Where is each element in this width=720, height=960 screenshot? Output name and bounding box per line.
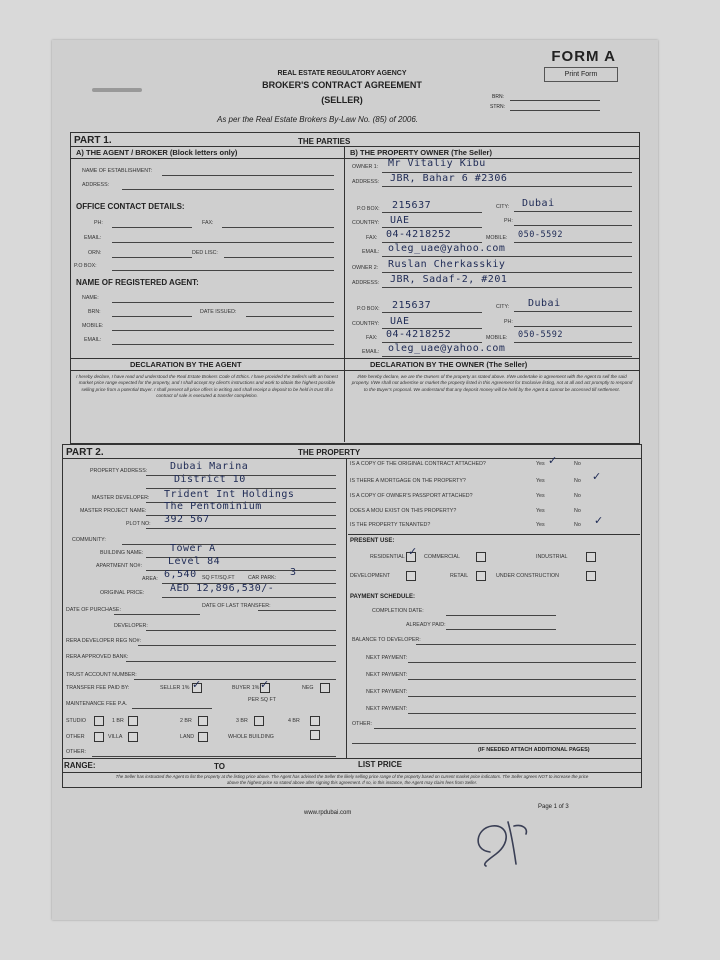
owner1-city-label: CITY: — [496, 204, 510, 210]
building-label: BUILDING NAME: — [100, 550, 144, 556]
owner2-email-label: EMAIL: — [362, 349, 380, 355]
q1-yes[interactable]: Yes — [536, 461, 545, 467]
q5-no[interactable]: No — [574, 522, 581, 528]
q-tenanted: IS THE PROPERTY TENANTED? — [350, 522, 431, 528]
owner1-value[interactable]: Mr Vitaliy Kibu — [388, 158, 486, 169]
agent-address-label: ADDRESS: — [82, 182, 110, 188]
parties-title: THE PARTIES — [298, 137, 351, 146]
owner1-pobox-value[interactable]: 215637 — [392, 200, 432, 211]
owner2-pobox-label: P.O BOX: — [357, 306, 380, 312]
reg-brn-field[interactable] — [112, 316, 192, 317]
agent-fax-label: FAX: — [202, 220, 214, 226]
date-purchase-label: DATE OF PURCHASE: — [66, 607, 121, 613]
property-title: THE PROPERTY — [298, 448, 361, 457]
already-paid-label: ALREADY PAID: — [406, 622, 446, 628]
reg-name-field[interactable] — [112, 302, 334, 303]
agent-section-title: A) THE AGENT / BROKER (Block letters only) — [76, 148, 238, 157]
q2-no[interactable]: No — [574, 478, 581, 484]
print-form-button[interactable]: Print Form — [544, 67, 618, 82]
owner1-pobox-label: P.O BOX: — [357, 206, 380, 212]
master-project-value[interactable]: The Pentominium — [164, 501, 262, 512]
range-footnote: The Seller has instructed the Agent to list the property at the listing price above. The Agent has advised the Seller the likely selling price range of the property based on current market price indicators. The Seller agrees NOT to increase the price above the highest price so stated above after signing this agreement. If so, in this instance, the Agent may claim fees from Seller. — [115, 774, 589, 785]
completion-date-label: COMPLETION DATE: — [372, 608, 424, 614]
agent-address-field[interactable] — [122, 189, 334, 190]
owner1-ph-label: PH: — [504, 218, 513, 224]
owner1-country-value[interactable]: UAE — [390, 215, 410, 226]
owner2-email-value[interactable]: oleg_uae@yahoo.com — [388, 343, 506, 354]
contract-sheet — [52, 40, 658, 920]
apartment-value[interactable]: Level 84 — [168, 556, 221, 567]
community-label: COMMUNITY: — [72, 537, 106, 543]
page-number: Page 1 of 3 — [538, 804, 569, 810]
agent-ph-label: PH: — [94, 220, 103, 226]
brn-label: BRN: — [492, 94, 504, 100]
owner2-fax-value[interactable]: 04-4218252 — [386, 329, 452, 340]
agency-name: REAL ESTATE REGULATORY AGENCY — [277, 70, 407, 77]
agent-ded-label: DED LISC: — [192, 250, 218, 256]
br1-label: 1 BR — [112, 718, 124, 724]
q3-yes[interactable]: Yes — [536, 493, 545, 499]
agent-email-label: EMAIL: — [84, 235, 102, 241]
agent-pobox-label: P.O BOX: — [74, 263, 97, 269]
decl-owner-text: I/We hereby declare, we are the Owners of the property as stated above. I/We undertake in agreement with the Agent to sell the said property. I/We shall not advertise or market the property listed in this Agreement for Exclusive listing, not at all and act promptly to respond to the Buyer's proposal. We understand that any deposit money will be held by the Agent & cannot be accessed till settlement. — [351, 374, 633, 392]
br3-label: 3 BR — [236, 718, 248, 724]
sqft-label: SQ FT/SQ.FT — [202, 575, 235, 581]
q5-yes[interactable]: Yes — [536, 522, 545, 528]
agent-ded-field[interactable] — [224, 257, 334, 258]
part2-title: PART 2. — [66, 447, 104, 458]
area-label: AREA: — [142, 576, 158, 582]
reg-mobile-field[interactable] — [112, 330, 334, 331]
owner-section-title: B) THE PROPERTY OWNER (The Seller) — [350, 148, 492, 157]
neg-label: NEG — [302, 685, 314, 691]
q4-yes[interactable]: Yes — [536, 508, 545, 514]
br3-checkbox[interactable] — [254, 716, 264, 726]
next-payment-label-4: NEXT PAYMENT: — [366, 706, 408, 712]
neg-checkbox[interactable] — [320, 683, 330, 693]
owner1-label: OWNER 1: — [352, 164, 379, 170]
next-payment-label-2: NEXT PAYMENT: — [366, 672, 408, 678]
land-label: LAND — [180, 734, 195, 740]
reg-date-issued-field[interactable] — [246, 316, 334, 317]
industrial-label: INDUSTRIAL — [536, 554, 568, 560]
br1-checkbox[interactable] — [128, 716, 138, 726]
signature-image — [462, 812, 552, 872]
balance-label: BALANCE TO DEVELOPER: — [352, 637, 421, 643]
building-value[interactable]: Tower A — [170, 543, 216, 554]
q3-no[interactable]: No — [574, 493, 581, 499]
owner1-address-label: ADDRESS: — [352, 179, 380, 185]
studio-checkbox[interactable] — [94, 716, 104, 726]
logo-smear — [92, 88, 142, 92]
decl-owner-title: DECLARATION BY THE OWNER (The Seller) — [370, 360, 528, 369]
other-type-checkbox[interactable] — [94, 732, 104, 742]
website: www.rpdubai.com — [304, 810, 352, 816]
agent-pobox-field[interactable] — [112, 270, 334, 271]
owner2-address-value[interactable]: JBR, Sadaf-2, #201 — [390, 274, 508, 285]
other-type-label: OTHER — [66, 734, 85, 740]
buyer-check-mark: ✓ — [260, 678, 270, 691]
commercial-label: COMMERCIAL — [424, 554, 460, 560]
property-address-label: PROPERTY ADDRESS: — [90, 468, 148, 474]
reg-email-label: EMAIL: — [84, 337, 102, 343]
studio-label: STUDIO — [66, 718, 87, 724]
under-construction-checkbox[interactable] — [586, 571, 596, 581]
residential-check-mark: ✓ — [408, 545, 418, 558]
whole-building-checkbox[interactable] — [310, 730, 320, 740]
owner2-mobile-label: MOBILE: — [486, 335, 508, 341]
owner1-mobile-label: MOBILE: — [486, 235, 508, 241]
development-label: DEVELOPMENT — [350, 573, 391, 579]
form-title: FORM A — [551, 48, 616, 65]
trust-label: TRUST ACCOUNT NUMBER: — [66, 672, 137, 678]
agent-orn-field[interactable] — [112, 257, 192, 258]
br2-label: 2 BR — [180, 718, 192, 724]
contract-subtitle: (SELLER) — [321, 95, 363, 105]
apartment-label: APARTMENT NO#: — [96, 563, 142, 569]
owner1-address-value[interactable]: JBR, Bahar 6 #2306 — [390, 173, 508, 184]
transfer-fee-label: TRANSFER FEE PAID BY: — [66, 685, 130, 691]
plot-value[interactable]: 392 567 — [164, 514, 210, 525]
owner1-fax-label: FAX: — [366, 235, 378, 241]
registered-agent-label: NAME OF REGISTERED AGENT: — [76, 278, 199, 287]
owner2-value[interactable]: Ruslan Cherkasskiy — [388, 259, 506, 270]
owner1-email-label: EMAIL: — [362, 249, 380, 255]
reg-mobile-label: MOBILE: — [82, 323, 104, 329]
reg-brn-label: BRN: — [88, 309, 101, 315]
original-price-label: ORIGINAL PRICE: — [100, 590, 145, 596]
master-developer-label: MASTER DEVELOPER: — [92, 495, 150, 501]
strn-label: STRN: — [490, 104, 505, 110]
maintenance-label: MAINTENANCE FEE P.A. — [66, 701, 128, 707]
br4-label: 4 BR — [288, 718, 300, 724]
master-developer-value[interactable]: Trident Int Holdings — [164, 489, 295, 500]
other3-label: OTHER: — [352, 721, 373, 727]
buyer-label: BUYER 1% — [232, 685, 260, 691]
br2-checkbox[interactable] — [198, 716, 208, 726]
other2-label: OTHER: — [66, 749, 87, 755]
establishment-label: NAME OF ESTABLISHMENT: — [82, 168, 153, 174]
under-construction-label: UNDER CONSTRUCTION — [496, 573, 559, 579]
property-address-value2[interactable]: District 10 — [174, 474, 246, 485]
commercial-checkbox[interactable] — [476, 552, 486, 562]
original-price-value[interactable]: AED 12,896,530/- — [170, 583, 275, 594]
range-to-label: TO — [214, 762, 225, 771]
owner2-country-label: COUNTRY: — [352, 321, 380, 327]
retail-checkbox[interactable] — [476, 571, 486, 581]
if-needed-note: (IF NEEDED ATTACH ADDITIONAL PAGES) — [478, 747, 590, 753]
part1-title: PART 1. — [74, 135, 112, 146]
q2-no-mark: ✓ — [592, 470, 602, 483]
owner1-country-label: COUNTRY: — [352, 220, 380, 226]
present-use-label: PRESENT USE: — [350, 538, 395, 544]
q1-no[interactable]: No — [574, 461, 581, 467]
next-payment-label-1: NEXT PAYMENT: — [366, 655, 408, 661]
decl-agent-text: I hereby declare, I have read and understood the Real Estate Brokers Code of Ethics. I have provided the Seller/s with an honest market price range expected for the property, and I shall accept my client's instructions and work to obtain the highest possible selling price from a potential Buyer. I shall present all price offers in writing and shall receipt a deposit to be held in trust till a contract of sale is executed & transfer completion. — [76, 374, 338, 399]
list-price-label: LIST PRICE — [358, 760, 403, 769]
agent-email-field[interactable] — [112, 242, 334, 243]
carpark-value[interactable]: 3 — [290, 567, 297, 578]
contract-title: BROKER'S CONTRACT AGREEMENT — [262, 80, 422, 90]
q-mou: DOES A MOU EXIST ON THIS PROPERTY? — [350, 508, 457, 514]
reg-date-issued-label: DATE ISSUED: — [200, 309, 237, 315]
payment-schedule-label: PAYMENT SCHEDULE: — [350, 594, 416, 600]
residential-label: RESIDENTIAL — [370, 554, 405, 560]
q4-no[interactable]: No — [574, 508, 581, 514]
reg-name-label: NAME: — [82, 295, 99, 301]
villa-label: VILLA — [108, 734, 123, 740]
plot-label: PLOT NO: — [126, 521, 151, 527]
range-label: RANGE: — [64, 761, 96, 770]
developer-label: DEVELOPER: — [114, 623, 148, 629]
agent-fax-field[interactable] — [222, 227, 334, 228]
br4-checkbox[interactable] — [310, 716, 320, 726]
owner2-city-value[interactable]: Dubai — [528, 298, 561, 309]
owner2-country-value[interactable]: UAE — [390, 316, 410, 327]
land-checkbox[interactable] — [198, 732, 208, 742]
agent-ph-field[interactable] — [112, 227, 192, 228]
q2-yes[interactable]: Yes — [536, 478, 545, 484]
owner1-fax-value[interactable]: 04-4218252 — [386, 229, 452, 240]
owner2-ph-label: PH: — [504, 319, 513, 325]
villa-checkbox[interactable] — [128, 732, 138, 742]
owner2-pobox-value[interactable]: 215637 — [392, 300, 432, 311]
q5-no-mark: ✓ — [594, 514, 604, 527]
q1-yes-mark: ✓ — [548, 454, 558, 467]
owner1-mobile-value[interactable]: 050-5592 — [518, 230, 563, 240]
rera-approved-label: RERA APPROVED BANK: — [66, 654, 129, 660]
owner2-address-label: ADDRESS: — [352, 280, 380, 286]
seller-label: SELLER 1% — [160, 685, 190, 691]
retail-label: RETAIL — [450, 573, 469, 579]
carpark-label: CAR PARK: — [248, 575, 277, 581]
agent-orn-label: ORN: — [88, 250, 102, 256]
owner2-label: OWNER 2: — [352, 265, 379, 271]
property-address-value1[interactable]: Dubai Marina — [170, 461, 249, 472]
development-checkbox[interactable] — [406, 571, 416, 581]
office-contact-label: OFFICE CONTACT DETAILS: — [76, 202, 185, 211]
industrial-checkbox[interactable] — [586, 552, 596, 562]
q-mortgage: IS THERE A MORTGAGE ON THE PROPERTY? — [350, 478, 466, 484]
owner2-mobile-value[interactable]: 050-5592 — [518, 330, 563, 340]
q-passport: IS A COPY OF OWNER'S PASSPORT ATTACHED? — [350, 493, 473, 499]
area-value[interactable]: 6,540 — [164, 569, 197, 580]
master-project-label: MASTER PROJECT NAME: — [80, 508, 147, 514]
next-payment-label-3: NEXT PAYMENT: — [366, 689, 408, 695]
q-copy-contract: IS A COPY OF THE ORIGINAL CONTRACT ATTACHED? — [350, 461, 486, 467]
bylaw-text: As per the Real Estate Brokers By-Law No. (85) of 2006. — [217, 115, 418, 124]
owner1-email-value[interactable]: oleg_uae@yahoo.com — [388, 243, 506, 254]
rera-reg-label: RERA DEVELOPER REG NO#: — [66, 638, 142, 644]
per-sqft-label: PER SQ FT — [248, 697, 276, 703]
owner2-city-label: CITY: — [496, 304, 510, 310]
owner1-city-value[interactable]: Dubai — [522, 198, 555, 209]
seller-check-mark: ✓ — [192, 678, 202, 691]
owner2-fax-label: FAX: — [366, 335, 378, 341]
whole-building-label: WHOLE BUILDING — [228, 734, 274, 740]
establishment-field[interactable] — [162, 175, 334, 176]
date-last-transfer-label: DATE OF LAST TRANSFER: — [202, 603, 271, 609]
decl-agent-title: DECLARATION BY THE AGENT — [130, 360, 242, 369]
reg-email-field[interactable] — [112, 344, 334, 345]
